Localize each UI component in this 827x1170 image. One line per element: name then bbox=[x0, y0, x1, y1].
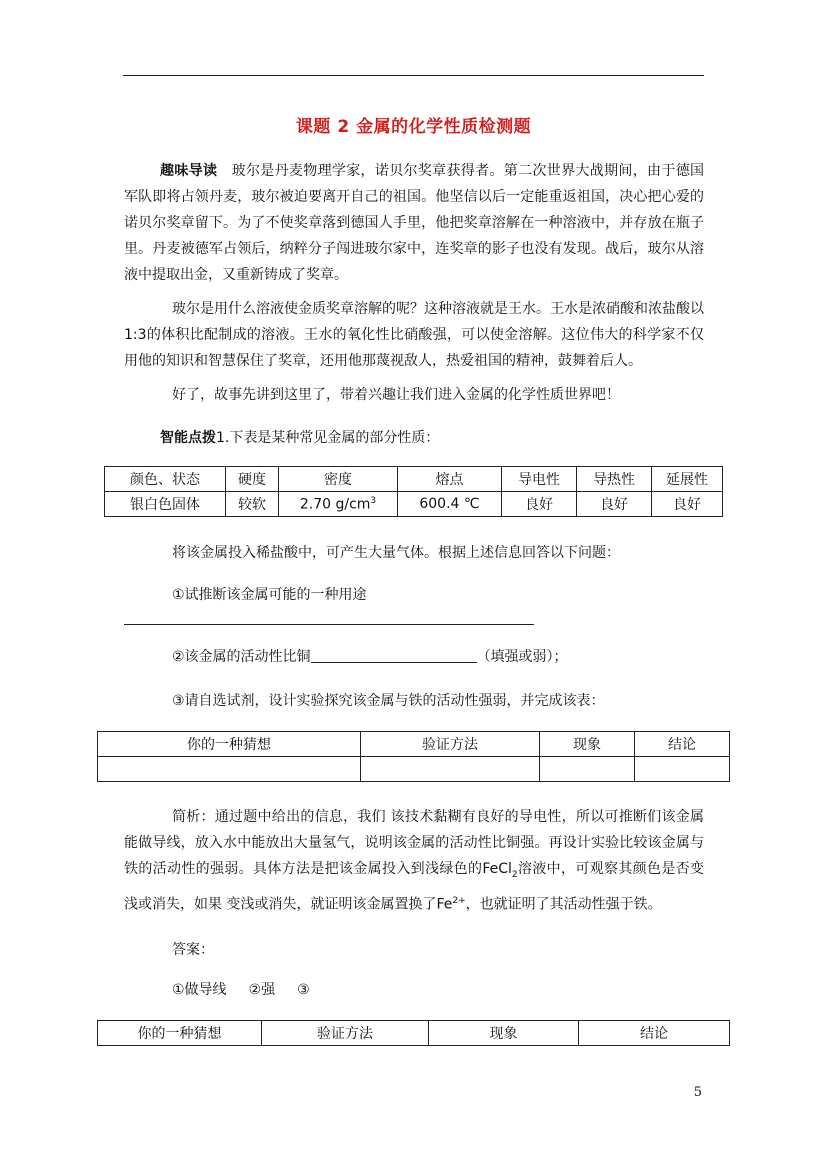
analysis-subscript: 2 bbox=[511, 869, 518, 880]
table-row bbox=[98, 757, 730, 782]
header-cell: 结论 bbox=[635, 732, 730, 757]
answer-table bbox=[97, 1020, 730, 1046]
page-title: 课题 2 金属的化学性质检测题 bbox=[295, 117, 532, 137]
answer-1: ①做导线 bbox=[172, 982, 227, 998]
header-rule bbox=[123, 75, 704, 76]
header-cell: 熔点 bbox=[398, 467, 502, 492]
header-cell: 验证方法 bbox=[361, 732, 540, 757]
header-cell: 结论 bbox=[579, 1021, 730, 1046]
experiment-table bbox=[97, 731, 730, 782]
tip-label: 智能点拨 bbox=[160, 430, 216, 446]
analysis-text-2: 溶液中，可观察其颜色是否变浅或消失，如果 变浅或消失，就证明该金属置换了Fe bbox=[124, 861, 704, 913]
question-2-hint: （填强或弱）； bbox=[476, 649, 568, 665]
table-cell bbox=[635, 757, 730, 782]
table-cell bbox=[98, 757, 361, 782]
density-exponent: 3 bbox=[370, 495, 377, 506]
property-table bbox=[104, 466, 723, 517]
header-cell: 颜色、状态 bbox=[105, 467, 226, 492]
table-header-row bbox=[98, 732, 730, 757]
answer-3: ③ bbox=[297, 982, 310, 998]
question-2-text: ②该金属的活动性比铜 bbox=[172, 649, 311, 665]
fill-blank bbox=[311, 648, 477, 663]
intro-text: 玻尔是丹麦物理学家，诺贝尔奖章获得者。第二次世界大战期间，由于德国军队即将占领丹麦，玻尔被迫要离开自己的祖国。他坚信以后一定能重返祖国，决心把心爱的诺贝尔奖章留下。为了不使奖章落到德国人手里，他把奖章溶解在一种溶液中，并存放在瓶子里。丹麦被德军占领后，纳粹分子闯进玻尔家中，连奖章的影子也没有发现。战后，玻尔从溶液中提取出金，又重新铸成了奖章。 bbox=[124, 163, 705, 283]
header-cell: 导热性 bbox=[577, 467, 652, 492]
explanation-paragraph: 玻尔是用什么溶液使金质奖章溶解的呢？这种溶液就是王水。王水是浓硝酸和浓盐酸以1:3的体积比配制成的溶液。王水的氧化性比硝酸强，可以使金溶解。这位伟大的科学家不仅用他的知识和智慧保住了奖章，还用他那蔑视敌人，热爱祖国的精神，鼓舞着后人。 bbox=[124, 301, 704, 369]
table-row bbox=[105, 492, 723, 517]
question-2 bbox=[124, 644, 704, 670]
question-3: ③请自选试剂，设计实验探究该金属与铁的活动性强弱，并完成该表： bbox=[172, 693, 605, 709]
analysis-superscript: 2+ bbox=[452, 895, 466, 906]
table-header-row bbox=[105, 467, 723, 492]
header-cell: 现象 bbox=[429, 1021, 579, 1046]
table-cell: 较软 bbox=[226, 492, 279, 517]
header-cell: 你的一种猜想 bbox=[98, 1021, 262, 1046]
transition-paragraph: 好了，故事先讲到这里了，带着兴趣让我们进入金属的化学性质世界吧！ bbox=[172, 387, 620, 403]
tip-text: 1.下表是某种常见金属的部分性质： bbox=[216, 430, 440, 446]
answer-label: 答案： bbox=[172, 942, 214, 958]
table-cell: 600.4 ℃ bbox=[398, 492, 502, 517]
analysis-text-1: 简析：通过题中给出的信息，我们 该技术黏糊有良好的导电性，所以可推断们该金属能做导线，放入水中能放出大量氢气，说明该金属的活动性比铜强。再设计实验比较该金属与铁的活动性的强弱。具体方法是把该金属投入到浅绿色的FeCl bbox=[124, 809, 704, 877]
answer-2: ②强 bbox=[248, 982, 276, 998]
header-cell: 硬度 bbox=[226, 467, 279, 492]
question-intro: 将该金属投入稀盐酸中，可产生大量气体。根据上述信息回答以下问题： bbox=[172, 545, 620, 561]
table-cell bbox=[540, 757, 635, 782]
answer-blank-line bbox=[124, 624, 534, 625]
table-cell: 银白色固体 bbox=[105, 492, 226, 517]
answer-line bbox=[124, 977, 704, 1003]
header-cell: 你的一种猜想 bbox=[98, 732, 361, 757]
page-number: 5 bbox=[693, 1085, 702, 1100]
header-cell: 导电性 bbox=[502, 467, 577, 492]
header-cell: 现象 bbox=[540, 732, 635, 757]
header-cell: 密度 bbox=[279, 467, 398, 492]
header-cell: 验证方法 bbox=[262, 1021, 429, 1046]
analysis-text-3: ，也就证明了其活动性强于铁。 bbox=[465, 896, 662, 913]
density-value: 2.70 g/cm bbox=[299, 496, 371, 513]
table-header-row bbox=[98, 1021, 730, 1046]
header-cell: 延展性 bbox=[652, 467, 723, 492]
table-cell: 良好 bbox=[652, 492, 723, 517]
intro-label: 趣味导读 bbox=[160, 163, 218, 179]
intro-paragraph bbox=[124, 158, 704, 288]
table-cell bbox=[279, 492, 398, 517]
table-cell bbox=[361, 757, 540, 782]
table-cell: 良好 bbox=[502, 492, 577, 517]
table-cell: 良好 bbox=[577, 492, 652, 517]
tip-paragraph bbox=[124, 425, 704, 451]
question-1: ①试推断该金属可能的一种用途 bbox=[172, 587, 367, 603]
analysis-paragraph bbox=[124, 804, 704, 917]
